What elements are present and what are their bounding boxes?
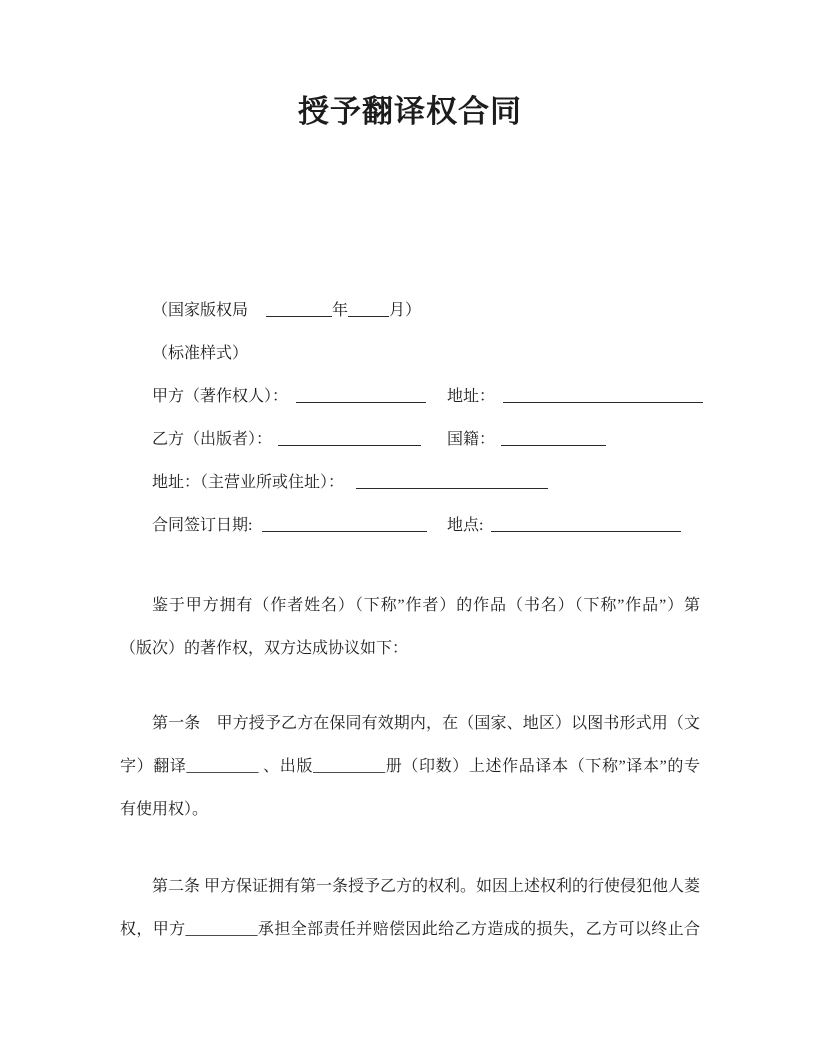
sign-place-blank-field [491, 517, 681, 532]
year-blank-field [266, 302, 332, 317]
nationality-blank-field [501, 431, 606, 446]
party-a-name-blank-field [296, 388, 426, 403]
standard-style-row [120, 332, 700, 375]
party-b-label: 乙方（出版者）： [152, 431, 273, 448]
business-address-label: 地址：（主营业所或住址）： [152, 474, 345, 491]
sign-place-label: 地点: [447, 517, 484, 534]
document-title: 授予翻译权合同 [298, 94, 522, 129]
party-a-label: 甲方（著作权人）： [152, 388, 289, 405]
contract-header-form [120, 289, 700, 547]
clause-1-line-2: 字）翻译_________ 、出版_________册（印数）上述作品译本（下称”译本”的专 [120, 758, 700, 775]
business-address-blank-field [356, 474, 548, 489]
sign-date-label: 合同签订日期: [152, 517, 253, 534]
agency-date-row [120, 289, 700, 332]
clause-1-line-1: 第一条 甲方授予乙方在保同有效期内，在（国家、地区）以图书形式用（文 [152, 715, 700, 732]
sign-date-blank-field [262, 517, 427, 532]
intro-paragraph [120, 584, 700, 670]
clause-2-line-1: 第二条 甲方保证拥有第一条授予乙方的权利。如因上述权利的行使侵犯他人菱 [152, 878, 701, 895]
party-a-address-blank-field [503, 388, 703, 403]
party-a-row [120, 375, 700, 418]
nationality-label: 国籍： [447, 431, 496, 448]
month-label: 月） [389, 302, 422, 319]
sign-date-row [120, 504, 700, 547]
clause-2-line-2: 权，甲方_________承担全部责任并赔偿因此给乙方造成的损失，乙方可以终止合 [120, 921, 700, 938]
intro-line-1: 鉴于甲方拥有（作者姓名）（下称”作者）的作品（书名）（下称”作品”）第 [152, 597, 700, 614]
agency-label: （国家版权局 [152, 302, 249, 319]
clause-1-line-3: 有使用权）。 [120, 801, 209, 818]
address-a-label: 地址： [447, 388, 496, 405]
business-address-row [120, 461, 700, 504]
intro-line-2: （版次）的著作权，双方达成协议如下： [120, 640, 409, 657]
party-b-name-blank-field [278, 431, 421, 446]
month-blank-field [348, 302, 389, 317]
party-b-row [120, 418, 700, 461]
standard-style-label: （标准样式） [152, 345, 249, 362]
year-label: 年 [332, 302, 349, 319]
clause-2-paragraph [120, 865, 700, 951]
clause-1-paragraph [120, 702, 700, 831]
